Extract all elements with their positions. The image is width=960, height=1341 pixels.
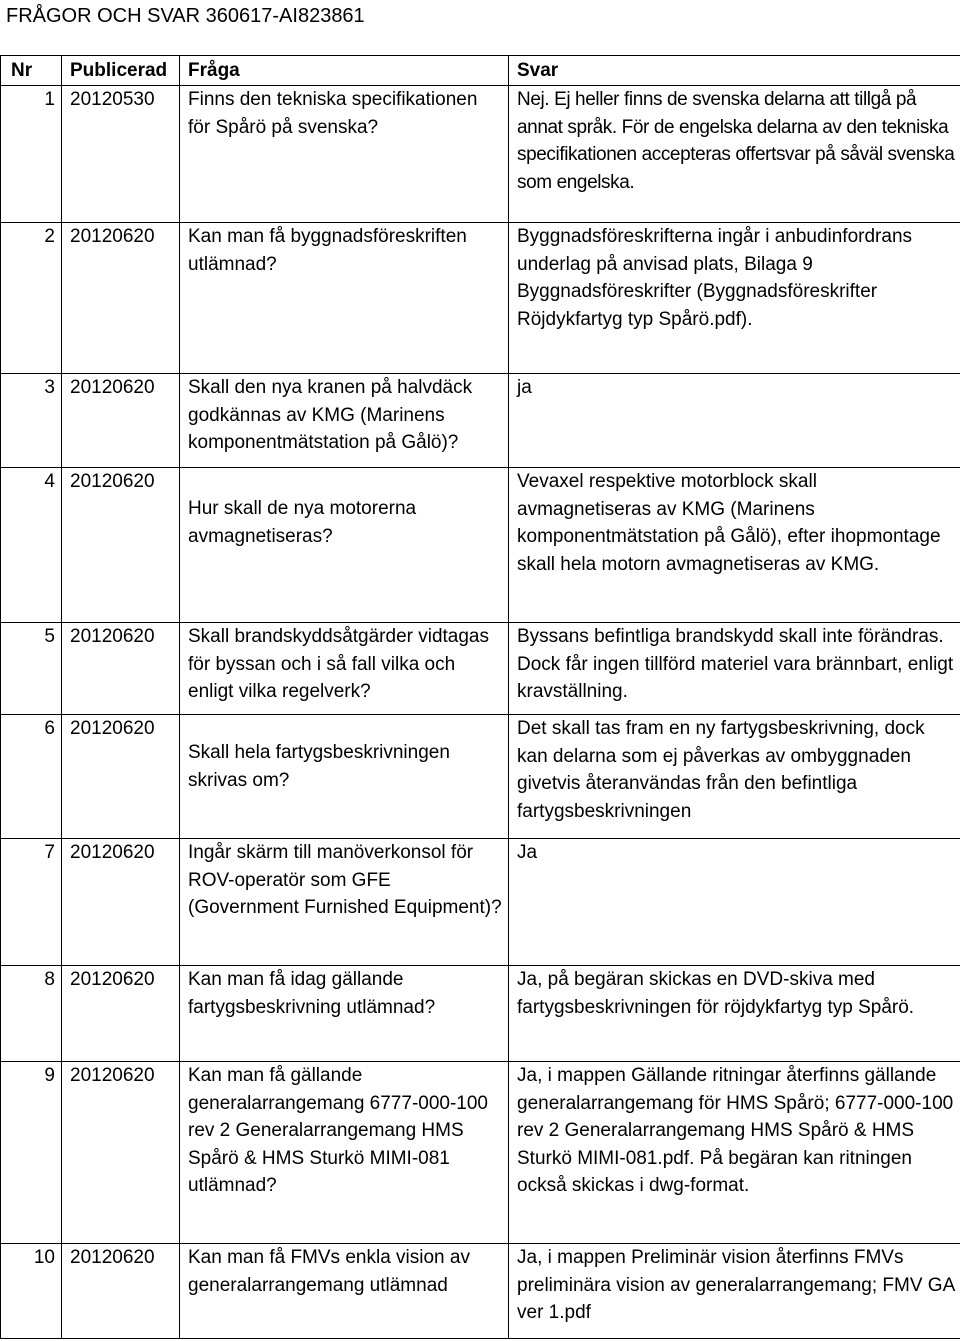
row-question: Skall hela fartygsbeskrivningen skrivas om?: [180, 715, 509, 839]
table-row: [1, 966, 960, 1062]
row-publicerad: 20120620: [62, 715, 180, 839]
row-question: Ingår skärm till manöverkonsol för ROV-operatör som GFE (Government Furnished Equipment)?: [180, 839, 509, 966]
row-nr: 9: [1, 1062, 62, 1244]
header-fraga: Fråga: [180, 56, 509, 86]
row-answer: Nej. Ej heller finns de svenska delarna att tillgå på annat språk. För de engelska delarna av den tekniska specifikationen accepteras offertsvar på såväl svenska som engelska.: [509, 86, 960, 223]
row-publicerad: 20120620: [62, 223, 180, 374]
row-answer: Byssans befintliga brandskydd skall inte förändras. Dock får ingen tillförd materiel vara brännbart, enligt kravställning.: [509, 623, 960, 715]
row-question: Hur skall de nya motorerna avmagnetiseras?: [180, 468, 509, 623]
row-nr: 5: [1, 623, 62, 715]
row-answer: Ja, på begäran skickas en DVD-skiva med fartygsbeskrivningen för röjdykfartyg typ Spårö.: [509, 966, 960, 1062]
row-publicerad: 20120620: [62, 623, 180, 715]
header-svar: Svar: [509, 56, 960, 86]
table-row: [1, 839, 960, 966]
row-answer: Ja, i mappen Preliminär vision återfinns FMVs preliminära vision av generalarrangemang; FMV GA ver 1.pdf: [509, 1244, 960, 1339]
row-question: Kan man få FMVs enkla vision av generalarrangemang utlämnad: [180, 1244, 509, 1339]
row-publicerad: 20120620: [62, 468, 180, 623]
row-answer: ja: [509, 374, 960, 468]
row-nr: 10: [1, 1244, 62, 1339]
row-nr: 4: [1, 468, 62, 623]
row-nr: 3: [1, 374, 62, 468]
row-nr: 6: [1, 715, 62, 839]
document-title: FRÅGOR OCH SVAR 360617-AI823861: [6, 5, 365, 27]
row-question: Skall den nya kranen på halvdäck godkännas av KMG (Marinens komponentmätstation på Gålö)?: [180, 374, 509, 468]
row-answer: Byggnadsföreskrifterna ingår i anbudinfordrans underlag på anvisad plats, Bilaga 9 Byggnadsföreskrifter (Byggnadsföreskrifter Röjdykfartyg typ Spårö.pdf).: [509, 223, 960, 374]
table-row: [1, 715, 960, 839]
row-publicerad: 20120620: [62, 966, 180, 1062]
row-answer: Ja, i mappen Gällande ritningar återfinns gällande generalarrangemang för HMS Spårö; 6777-000-100 rev 2 Generalarrangemang HMS Spårö & HMS Sturkö MIMI-081.pdf. På begäran kan ritningen också skickas i dwg-format.: [509, 1062, 960, 1244]
table-row: [1, 374, 960, 468]
row-nr: 2: [1, 223, 62, 374]
table-row: [1, 1062, 960, 1244]
header-publicerad: Publicerad: [62, 56, 180, 86]
row-question: Kan man få byggnadsföreskriften utlämnad?: [180, 223, 509, 374]
row-nr: 1: [1, 86, 62, 223]
row-publicerad: 20120620: [62, 1244, 180, 1339]
row-answer: Vevaxel respektive motorblock skall avmagnetiseras av KMG (Marinens komponentmätstation på Gålö), efter ihopmontage skall hela motorn avmagnetiseras av KMG.: [509, 468, 960, 623]
row-question: Finns den tekniska specifikationen för Spårö på svenska?: [180, 86, 509, 223]
table-row: [1, 223, 960, 374]
row-question: Kan man få gällande generalarrangemang 6777-000-100 rev 2 Generalarrangemang HMS Spårö & HMS Sturkö MIMI-081 utlämnad?: [180, 1062, 509, 1244]
table-row: [1, 468, 960, 623]
table-row: [1, 623, 960, 715]
row-question: Kan man få idag gällande fartygsbeskrivning utlämnad?: [180, 966, 509, 1062]
row-publicerad: 20120620: [62, 374, 180, 468]
row-answer: Ja: [509, 839, 960, 966]
row-publicerad: 20120530: [62, 86, 180, 223]
table-header-row: [1, 56, 960, 86]
qa-table: [0, 55, 960, 1339]
table-row: [1, 86, 960, 223]
row-publicerad: 20120620: [62, 1062, 180, 1244]
row-publicerad: 20120620: [62, 839, 180, 966]
row-answer: Det skall tas fram en ny fartygsbeskrivning, dock kan delarna som ej påverkas av ombyggnaden givetvis återanvändas från den befintliga fartygsbeskrivningen: [509, 715, 960, 839]
header-nr: Nr: [1, 56, 62, 86]
row-question: Skall brandskyddsåtgärder vidtagas för byssan och i så fall vilka och enligt vilka regelverk?: [180, 623, 509, 715]
row-nr: 7: [1, 839, 62, 966]
row-nr: 8: [1, 966, 62, 1062]
table-row: [1, 1244, 960, 1339]
